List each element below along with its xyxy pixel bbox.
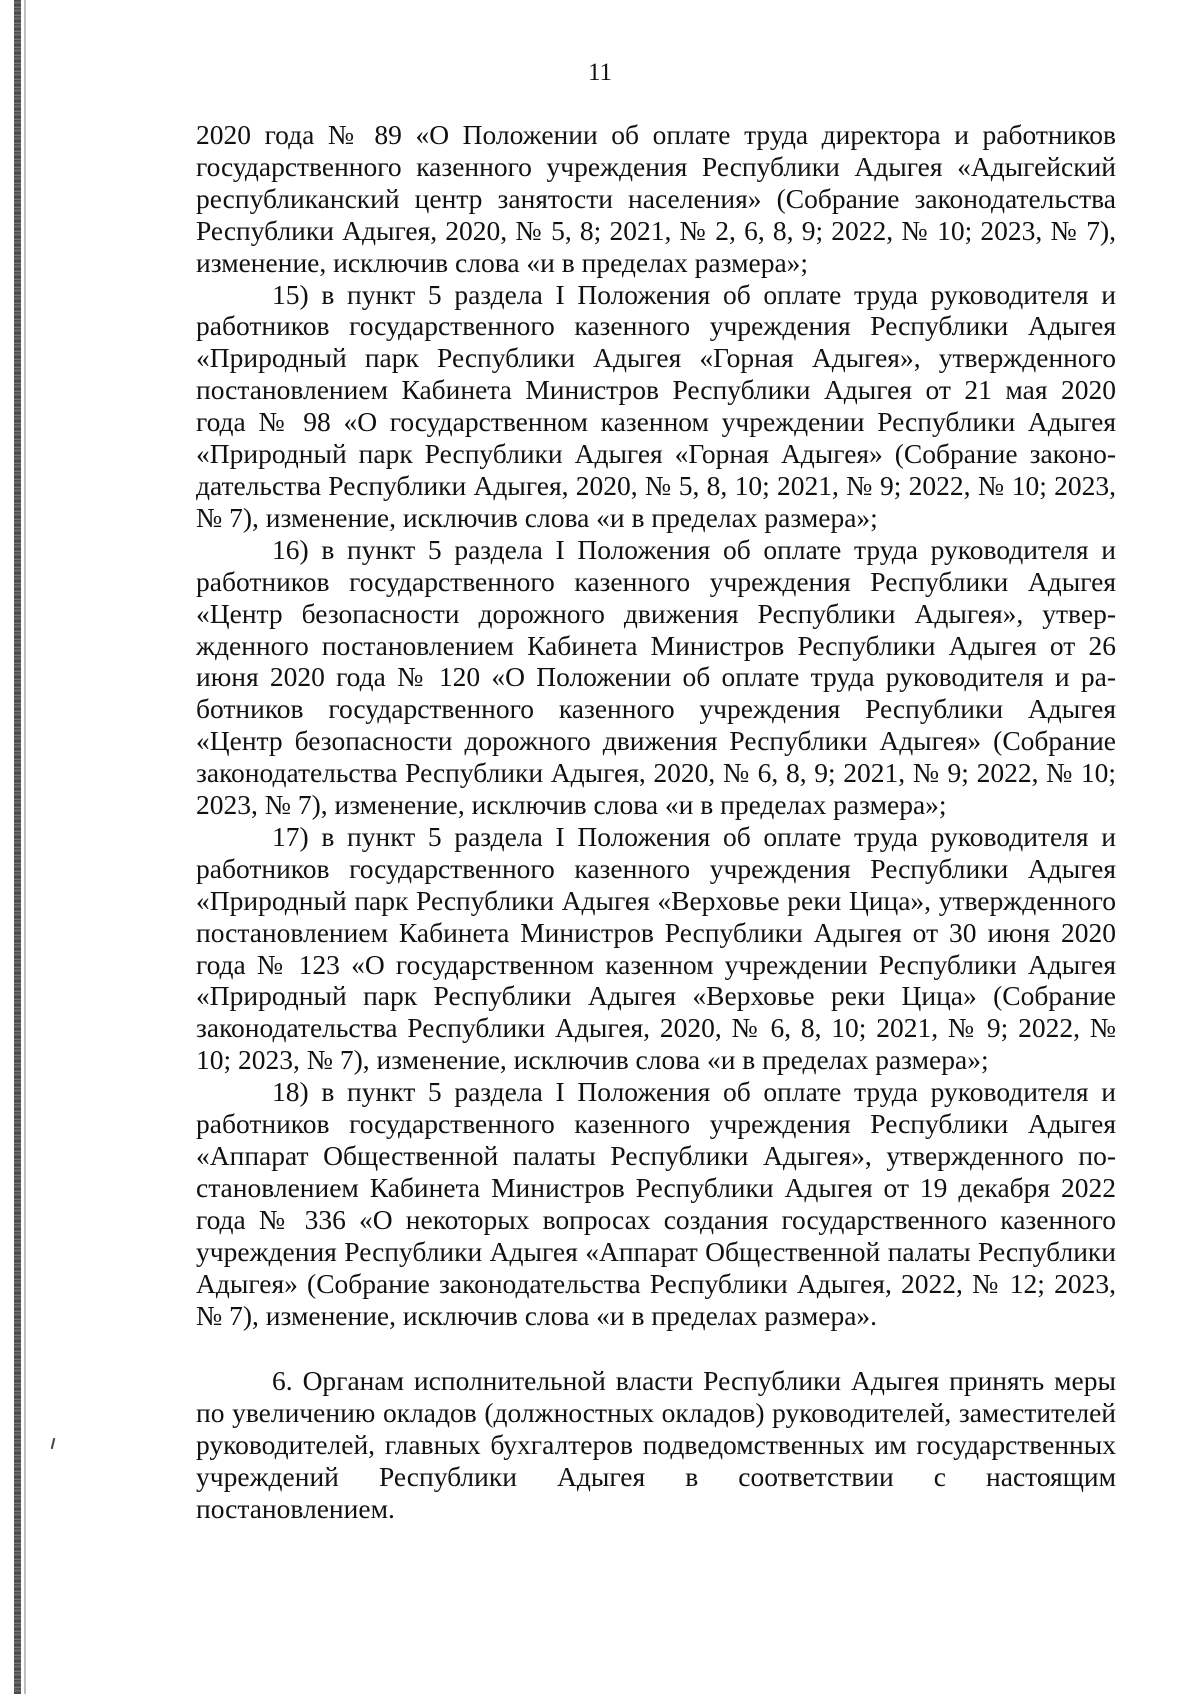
clause-6: 6. Органам исполнительной власти Республики Адыгея принять меры по увеличению окладов (должностных окладов) руководителей, заместителей руководителей, главных бухгалтеров подведомственных им государственных учреждений Республики Адыгея в соответствии с настоящим постановлением. — [196, 1365, 1116, 1525]
list-item-15: 15) в пункт 5 раздела I Положения об оплате труда руководителя и работников государственного казенного учреждения Республики Адыгея «Природный парк Республики Адыгея «Горная Адыгея», утвержденного постановлением Кабинета Министров Республики Адыгея от 21 мая 2020 года № 98 «О государственном казенном учреждении Республики Адыгея «Природный парк Республики Адыгея «Горная Адыгея» (Собрание законодательства Республики Адыгея, 2020, № 5, 8, 10; 2021, № 9; 2022, № 10; 2023, № 7), изменение, исключив слова «и в пределах размера»; — [196, 278, 1116, 533]
document-body — [196, 119, 1116, 1525]
list-item-16: 16) в пункт 5 раздела I Положения об оплате труда руководителя и работников государственного казенного учреждения Республики Адыгея «Центр безопасности дорожного движения Республики Адыгея», утвержденного постановлением Кабинета Министров Республики Адыгея от 26 июня 2020 года № 120 «О Положении об оплате труда руководителя и работников государственного казенного учреждения Республики Адыгея «Центр безопасности дорожного движения Республики Адыгея» (Собрание законодательства Республики Адыгея, 2020, № 6, 8, 9; 2021, № 9; 2022, № 10; 2023, № 7), изменение, исключив слова «и в пределах размера»; — [196, 533, 1116, 821]
list-item-18: 18) в пункт 5 раздела I Положения об оплате труда руководителя и работников государственного казенного учреждения Республики Адыгея «Аппарат Общественной палаты Республики Адыгея», утвержденного постановлением Кабинета Министров Республики Адыгея от 19 декабря 2022 года № 336 «О некоторых вопросах создания государственного казенного учреждения Республики Адыгея «Аппарат Общественной палаты Республики Адыгея» (Собрание законодательства Республики Адыгея, 2022, № 12; 2023, № 7), изменение, исключив слова «и в пределах размера». — [196, 1076, 1116, 1331]
list-item-17: 17) в пункт 5 раздела I Положения об оплате труда руководителя и работников государственного казенного учреждения Республики Адыгея «Природный парк Республики Адыгея «Верховье реки Цица», утвержденного постановлением Кабинета Министров Республики Адыгея от 30 июня 2020 года № 123 «О государственном казенном учреждении Республики Адыгея «Природный парк Республики Адыгея «Верховье реки Цица» (Собрание законодательства Республики Адыгея, 2020, № 6, 8, 10; 2021, № 9; 2022, № 10; 2023, № 7), изменение, исключив слова «и в пределах размера»; — [196, 820, 1116, 1076]
scan-binding-edge — [14, 0, 21, 1694]
scan-edge-shadow — [24, 0, 26, 1694]
stray-pen-mark — [51, 1438, 56, 1449]
page-number: 11 — [587, 59, 613, 86]
paragraph-continuation: 2020 года № 89 «О Положении об оплате труда директора и работников государственного казенного учреждения Республики Адыгея «Адыгейский республиканский центр занятости населения» (Собрание законодательства Республики Адыгея, 2020, № 5, 8; 2021, № 2, 6, 8, 9; 2022, № 10; 2023, № 7), изменение, исключив слова «и в пределах размера»; — [196, 119, 1116, 278]
